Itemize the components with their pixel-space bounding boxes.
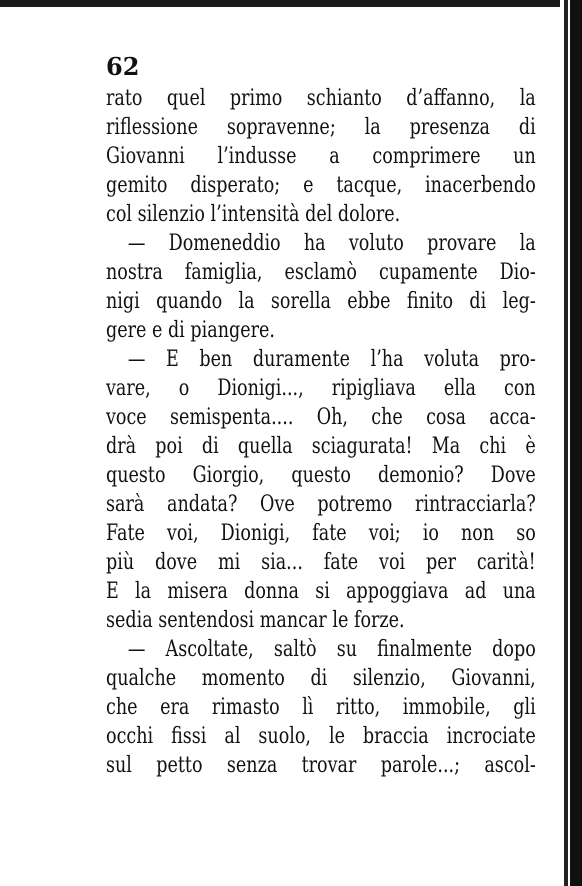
text-line [106, 432, 536, 461]
word: poi [155, 433, 183, 459]
top-border-rule [0, 0, 560, 7]
text-line [106, 606, 536, 635]
word: e [303, 172, 314, 198]
word: la [135, 578, 152, 604]
word: ella [443, 375, 477, 401]
word: fate [323, 549, 359, 575]
word: so [516, 520, 536, 546]
word: era [160, 694, 190, 720]
word: gere [106, 317, 152, 343]
word: sentendosi [158, 607, 260, 633]
text-line [106, 258, 536, 287]
word: non [460, 520, 495, 546]
word: la [519, 230, 536, 256]
word: a [329, 143, 340, 169]
word: rato [106, 85, 143, 111]
word: petto [156, 752, 203, 778]
text-line [106, 519, 536, 548]
word: con [504, 375, 536, 401]
word: Dionigi..., [217, 375, 304, 401]
word: inacerbendo [425, 172, 536, 198]
word: Dove [490, 462, 536, 488]
word: primo [229, 85, 283, 111]
text-line [106, 577, 536, 606]
word: duramente [252, 346, 351, 372]
word: silenzio [137, 201, 211, 227]
word: al [224, 723, 241, 749]
text-line [106, 113, 536, 142]
word: più [106, 549, 135, 575]
word: tacque, [336, 172, 403, 198]
text-line [106, 229, 536, 258]
word: incrociate [446, 723, 536, 749]
word: immobile, [402, 694, 491, 720]
word: su [336, 636, 358, 662]
word: schianto [306, 85, 382, 111]
word: dopo [492, 636, 536, 662]
word: dove [155, 549, 198, 575]
word: Oh, [316, 404, 348, 430]
word: nigi [106, 288, 140, 314]
text-line [106, 316, 536, 345]
word: le [332, 607, 354, 633]
word: rimasto [211, 694, 280, 720]
word: gemito [106, 172, 168, 198]
word: Giorgio, [192, 462, 265, 488]
word: semispenta.... [169, 404, 294, 430]
word: per [425, 549, 457, 575]
text-line [106, 84, 536, 113]
page-number: 62 [106, 52, 140, 81]
text-line [106, 490, 536, 519]
word: mancar [259, 607, 333, 633]
word: Dionigi, [220, 520, 291, 546]
word: comprimere [372, 143, 481, 169]
text-line [106, 693, 536, 722]
word: — [127, 230, 146, 256]
word: E [165, 346, 179, 372]
word: momento [201, 665, 285, 691]
text-line [106, 461, 536, 490]
word: fissi [171, 723, 207, 749]
word: Giovanni [106, 143, 185, 169]
text-line [106, 403, 536, 432]
word: saltò [273, 636, 317, 662]
word: d’affanno, [406, 85, 496, 111]
word: mi [217, 549, 241, 575]
word: dolore. [337, 201, 401, 227]
word: appoggiava [346, 578, 449, 604]
word: di [518, 114, 536, 140]
word: Domeneddio [168, 230, 281, 256]
text-line [106, 200, 536, 229]
word: riflessione [106, 114, 198, 140]
word: parole...; [380, 752, 461, 778]
word: lì [302, 694, 314, 720]
word: voi [379, 549, 406, 575]
word: cosa [426, 404, 466, 430]
right-border-rule-inner [564, 0, 568, 886]
word: piangere. [190, 317, 275, 343]
word: carità! [476, 549, 536, 575]
word: l’intensità [210, 201, 306, 227]
word: Fate [106, 520, 145, 546]
word: voi, [166, 520, 199, 546]
word: cupamente [378, 259, 478, 285]
word: si [315, 578, 330, 604]
word: ripigliava [331, 375, 416, 401]
word: sarà [106, 491, 145, 517]
word: di [469, 288, 487, 314]
word: leg- [502, 288, 536, 314]
text-line [106, 548, 536, 577]
word: chi [479, 433, 507, 459]
word: di [167, 317, 191, 343]
word: o [178, 375, 190, 401]
word: disperato; [190, 172, 281, 198]
word: esclamò [284, 259, 357, 285]
word: donna [244, 578, 300, 604]
word: finito [406, 288, 454, 314]
word: la [519, 85, 536, 111]
word: sia... [261, 549, 303, 575]
text-line [106, 635, 536, 664]
word: è [525, 433, 536, 459]
word: io [422, 520, 439, 546]
word: questo [106, 462, 166, 488]
word: sul [106, 752, 132, 778]
word: col [106, 201, 138, 227]
word: finalmente [377, 636, 473, 662]
word: — [127, 636, 146, 662]
word: acca- [489, 404, 536, 430]
word: l’indusse [217, 143, 297, 169]
word: gli [513, 694, 536, 720]
text-line [106, 171, 536, 200]
word: braccia [362, 723, 429, 749]
word: E [106, 578, 119, 604]
text-line [106, 287, 536, 316]
word: voi; [368, 520, 401, 546]
word: la [238, 288, 255, 314]
word: qualche [106, 665, 177, 691]
word: quella [237, 433, 293, 459]
word: di [310, 665, 328, 691]
word: Ove [260, 491, 295, 517]
word: ha [303, 230, 326, 256]
word: presenza [409, 114, 491, 140]
word: voce [106, 404, 147, 430]
word: misera [167, 578, 228, 604]
word: demonio? [377, 462, 464, 488]
word: — [127, 346, 146, 372]
word: che [371, 404, 403, 430]
word: provare [427, 230, 497, 256]
word: silenzio, [352, 665, 426, 691]
text-line [106, 722, 536, 751]
word: sopravenne; [226, 114, 336, 140]
word: andata? [166, 491, 238, 517]
word: ben [199, 346, 233, 372]
text-line [106, 142, 536, 171]
word: e [151, 317, 168, 343]
word: ritto, [335, 694, 381, 720]
right-border-rule [570, 0, 582, 886]
word: la [364, 114, 381, 140]
word: di [201, 433, 219, 459]
word: l’ha [370, 346, 404, 372]
word: quel [166, 85, 206, 111]
word: fate [312, 520, 347, 546]
word: voluto [348, 230, 404, 256]
word: le [328, 723, 345, 749]
word: senza [226, 752, 278, 778]
word: occhi [106, 723, 154, 749]
word: ascol- [484, 752, 536, 778]
word: Dio- [499, 259, 536, 285]
word: pro- [499, 346, 536, 372]
body-text [106, 84, 536, 780]
text-line [106, 345, 536, 374]
word: sorella [270, 288, 331, 314]
word: suolo, [258, 723, 312, 749]
word: ebbe [347, 288, 391, 314]
word: una [502, 578, 536, 604]
word: un [513, 143, 536, 169]
text-line [106, 664, 536, 693]
word: potremo [317, 491, 393, 517]
word: forze. [353, 607, 405, 633]
word: Giovanni, [451, 665, 536, 691]
word: nostra [106, 259, 163, 285]
word: sciagurata! [311, 433, 413, 459]
word: del [305, 201, 338, 227]
word: sedia [106, 607, 159, 633]
word: ad [464, 578, 487, 604]
word: Ascoltate, [165, 636, 254, 662]
word: quando [156, 288, 223, 314]
word: famiglia, [184, 259, 263, 285]
text-line [106, 374, 536, 403]
word: vare, [106, 375, 151, 401]
word: drà [106, 433, 137, 459]
word: Ma [431, 433, 461, 459]
word: voluta [424, 346, 480, 372]
word: trovar [301, 752, 357, 778]
word: rintracciarla? [414, 491, 536, 517]
word: questo [291, 462, 351, 488]
text-line [106, 751, 536, 780]
word: che [106, 694, 138, 720]
